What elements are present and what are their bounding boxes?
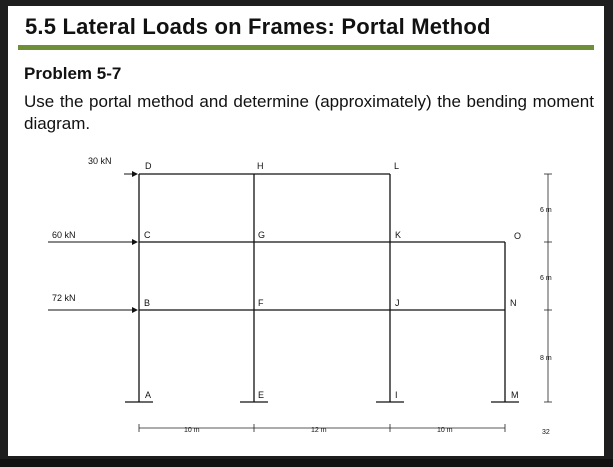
joint-label-a: A [145,390,152,400]
joint-label-d: D [145,161,152,171]
joint-label-b: B [144,298,151,308]
frame-columns [139,174,505,402]
joint-label-c: C [144,230,151,240]
load-label-72kn: 72 kN [52,293,76,303]
story-height-1: 6 m [540,207,552,214]
frame-beams [139,174,505,310]
joint-label-e: E [258,390,265,400]
joint-label-h: H [257,161,264,171]
joint-label-g: G [258,230,266,240]
joint-label-l: L [394,161,400,171]
story-height-3: 8 m [540,355,552,362]
page-number: 32 [542,429,550,436]
slide-title: 5.5 Lateral Loads on Frames: Portal Method [25,14,491,39]
joint-label-k: K [395,230,402,240]
problem-heading: Problem 5-7 [24,64,122,83]
bay-width-2: 12 m [311,427,327,434]
joint-label-n: N [510,298,517,308]
load-arrows [48,174,137,310]
bay-width-1: 10 m [184,427,200,434]
joint-label-o: O [514,231,522,241]
story-height-2: 6 m [540,275,552,282]
load-label-60kn: 60 kN [52,230,76,240]
joint-label-j: J [395,298,400,308]
problem-statement: Use the portal method and determine (approximately) the bending moment diagram. [24,92,594,133]
joint-label-m: M [511,390,519,400]
joint-label-f: F [258,298,264,308]
bay-width-3: 10 m [437,427,453,434]
taskbar [0,459,613,467]
joint-label-i: I [395,390,398,400]
load-label-30kn: 30 kN [88,156,112,166]
